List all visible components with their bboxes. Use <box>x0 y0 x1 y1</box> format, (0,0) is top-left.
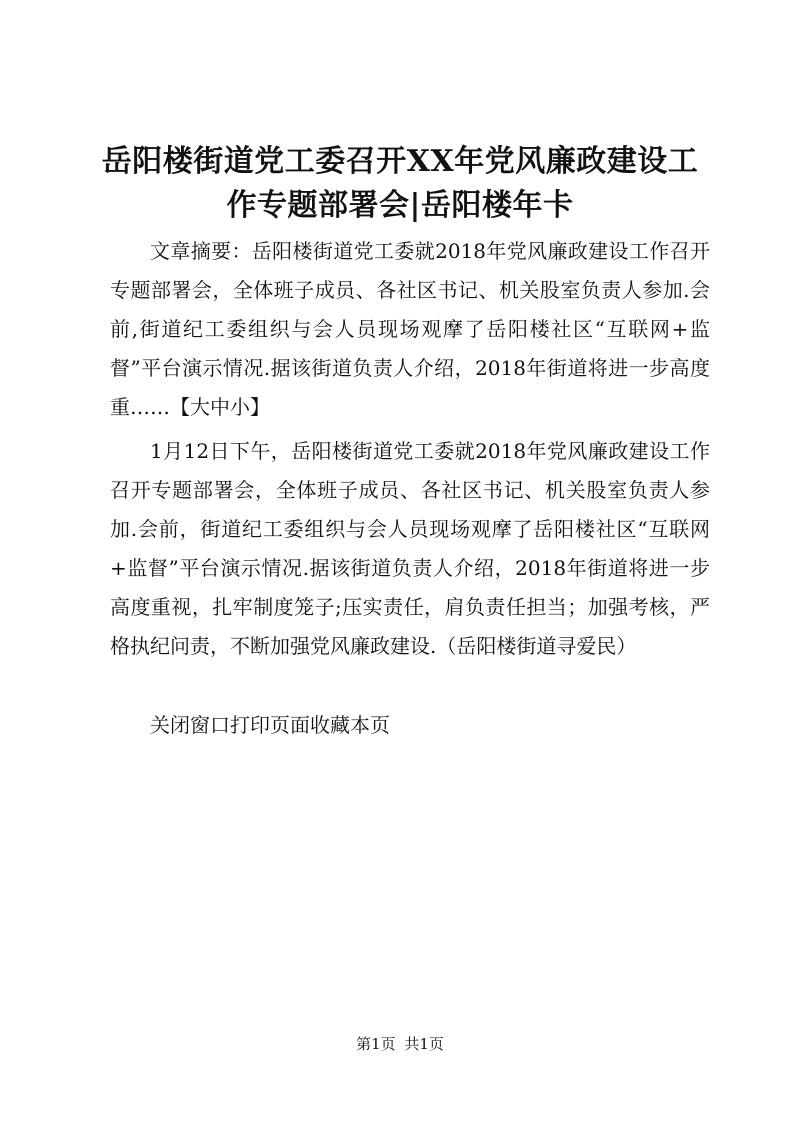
close-window-link[interactable]: 关闭窗口 <box>150 713 230 737</box>
article-title-line-2: 作专题部署会|岳阳楼年卡 <box>226 188 574 223</box>
article-paragraph: 1月12日下午，岳阳楼街道党工委就2018年党风廉政建设工作召开专题部署会，全体班子成员、各社区书记、机关股室负责人参加.会前，街道纪工委组织与会人员现场观摩了岳阳楼社区“互联网+监督”平台演示情况.据该街道负责人介绍，2018年街道将进一步高度重视，扎牢制度笼子;压实责任，肩负责任担当；加强考核，严格执纪问责，不断加强党风廉政建设.（岳阳楼街道寻爱民） <box>110 439 710 658</box>
article-actions <box>150 706 390 745</box>
article-title <box>100 140 700 228</box>
article-summary: 文章摘要：岳阳楼街道党工委就2018年党风廉政建设工作召开专题部署会，全体班子成员、各社区书记、机关股室负责人参加.会前,街道纪工委组织与会人员现场观摩了岳阳楼社区“互联网+监督”平台演示情况.据该街道负责人介绍，2018年街道将进一步高度重……【大中小】 <box>110 239 710 419</box>
bookmark-page-link[interactable]: 收藏本页 <box>310 713 390 737</box>
page-total: 共1页 <box>404 1035 444 1053</box>
article-title-line-1: 岳阳楼街道党工委召开XX年党风廉政建设工 <box>101 144 699 179</box>
page-current: 第1页 <box>356 1035 396 1053</box>
page-number <box>0 1034 800 1054</box>
print-page-link[interactable]: 打印页面 <box>230 713 310 737</box>
